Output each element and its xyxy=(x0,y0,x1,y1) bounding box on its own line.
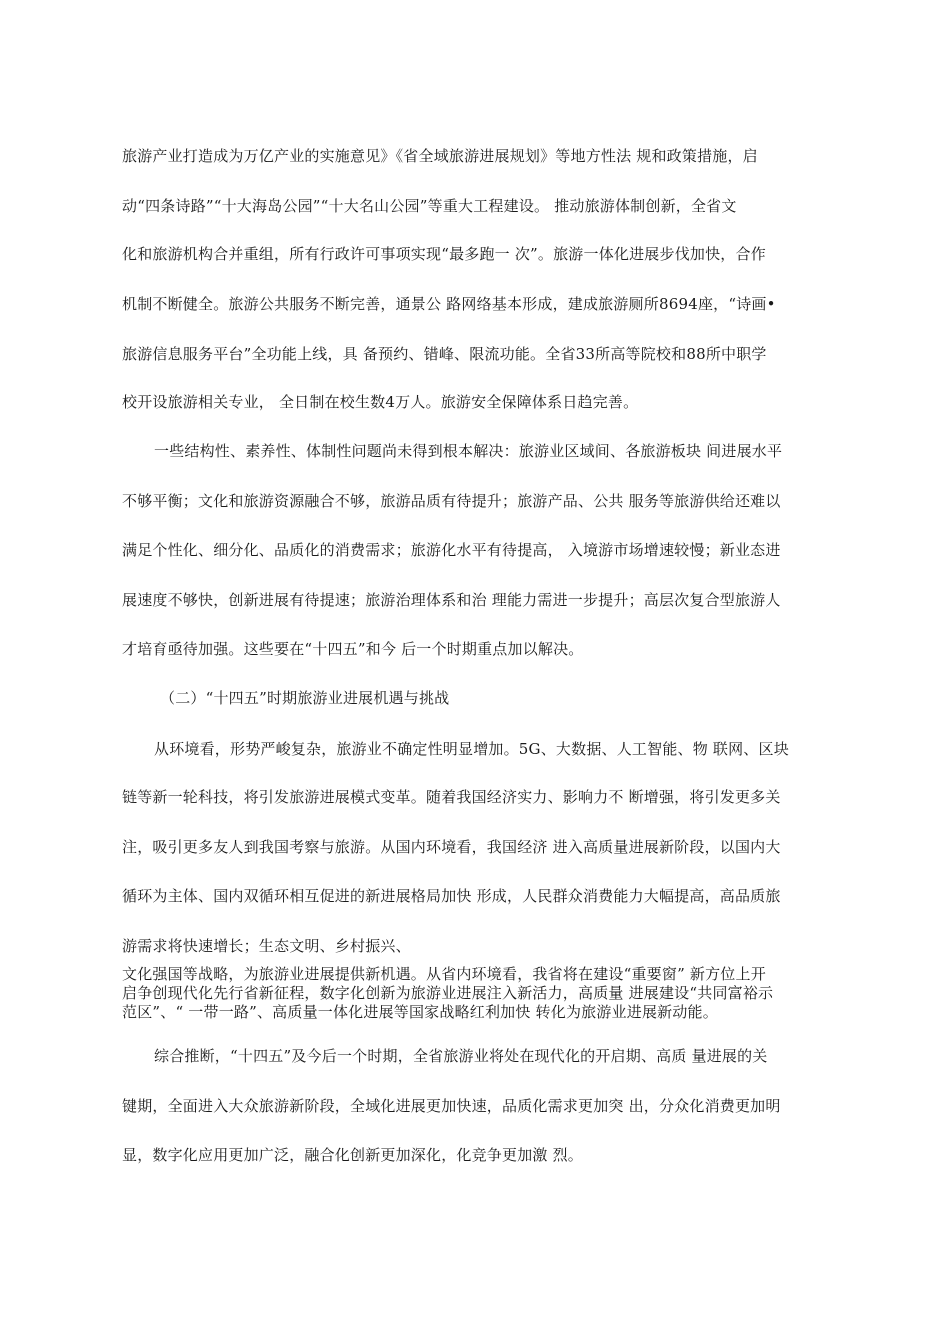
paragraph-line: 启争创现代化先行省新征程，数字化创新为旅游业进展注入新活力，高质量 进展建设“共同富裕示 xyxy=(122,984,774,1002)
paragraph-line: 不够平衡；文化和旅游资源融合不够，旅游品质有待提升；旅游产品、公共 服务等旅游供给还难以 xyxy=(122,492,781,510)
paragraph-line: 一些结构性、素养性、体制性问题尚未得到根本解决：旅游业区域间、各旅游板块 间进展水平 xyxy=(154,442,783,460)
paragraph-line: 旅游产业打造成为万亿产业的实施意见》《省全域旅游进展规划》等地方性法 规和政策措施，启 xyxy=(122,147,758,165)
paragraph-line: 旅游信息服务平台”全功能上线，具 备预约、错峰、限流功能。全省33所高等院校和88所中职学 xyxy=(122,345,767,363)
paragraph-line: 综合推断，“十四五”及今后一个时期，全省旅游业将处在现代化的开启期、高质 量进展的关 xyxy=(154,1047,768,1065)
paragraph-line: 从环境看，形势严峻复杂，旅游业不确定性明显增加。5G、大数据、人工智能、物 联网、区块 xyxy=(154,740,789,758)
paragraph-line: 显，数字化应用更加广泛，融合化创新更加深化，化竞争更加激 烈。 xyxy=(122,1146,583,1164)
paragraph-line: 动“四条诗路”“十大海岛公园”“十大名山公园”等重大工程建设。 推动旅游体制创新，全省文 xyxy=(122,197,737,215)
paragraph-line: 循环为主体、国内双循环相互促进的新进展格局加快 形成，人民群众消费能力大幅提高，高品质旅 xyxy=(122,887,781,905)
section-heading: （二）“十四五”时期旅游业进展机遇与挑战 xyxy=(160,689,450,707)
paragraph-line: 范区”、“ 一带一路”、高质量一体化进展等国家战略红利加快 转化为旅游业进展新动能。 xyxy=(122,1003,718,1021)
paragraph-line: 文化强国等战略，为旅游业进展提供新机遇。从省内环境看，我省将在建设“重要窗” 新方位上开 xyxy=(122,965,766,983)
paragraph-line: 机制不断健全。旅游公共服务不断完善，通景公 路网络基本形成，建成旅游厕所8694座，“诗画• xyxy=(122,295,776,313)
paragraph-line: 链等新一轮科技，将引发旅游进展模式变革。随着我国经济实力、影响力不 断增强，将引发更多关 xyxy=(122,788,781,806)
paragraph-line: 化和旅游机构合并重组，所有行政许可事项实现“最多跑一 次”。旅游一体化进展步伐加快，合作 xyxy=(122,245,766,263)
paragraph-line: 才培育亟待加强。这些要在“十四五”和今 后一个时期重点加以解决。 xyxy=(122,640,584,658)
paragraph-line: 游需求将快速增长；生态文明、乡村振兴、 xyxy=(122,937,411,955)
paragraph-line: 满足个性化、细分化、品质化的消费需求；旅游化水平有待提高， 入境游市场增速较慢；新业态进 xyxy=(122,541,781,559)
paragraph-line: 展速度不够快，创新进展有待提速；旅游治理体系和治 理能力需进一步提升；高层次复合型旅游人 xyxy=(122,591,781,609)
paragraph-line: 键期，全面进入大众旅游新阶段，全域化进展更加快速，品质化需求更加突 出，分众化消费更加明 xyxy=(122,1097,781,1115)
paragraph-line: 校开设旅游相关专业， 全日制在校生数4万人。旅游安全保障体系日趋完善。 xyxy=(122,393,639,411)
paragraph-line: 注，吸引更多友人到我国考察与旅游。从国内环境看，我国经济 进入高质量进展新阶段，以国内大 xyxy=(122,838,781,856)
